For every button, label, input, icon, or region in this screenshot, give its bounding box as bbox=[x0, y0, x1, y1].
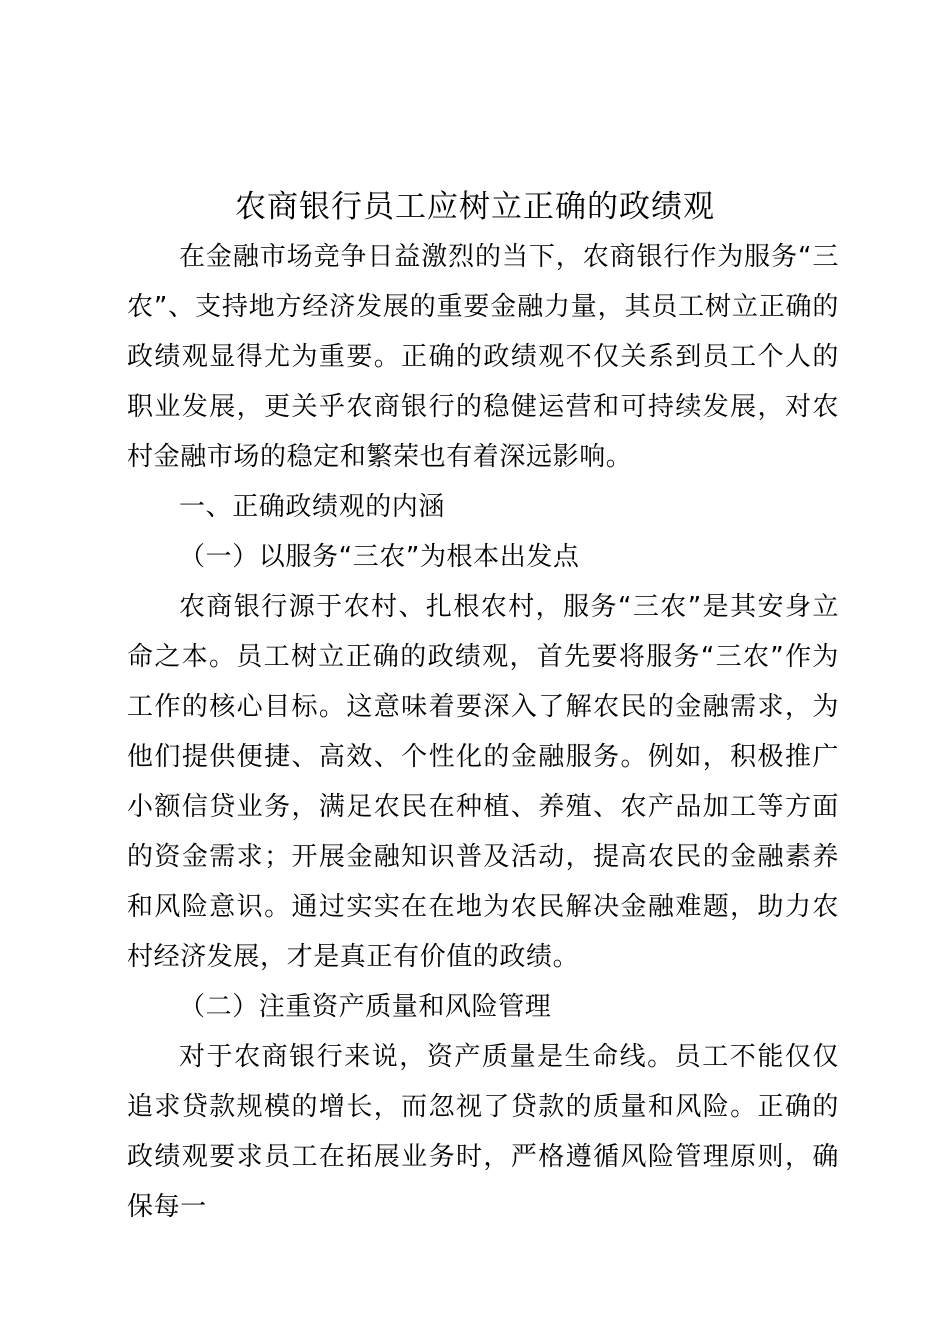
document-title: 农商银行员工应树立正确的政绩观 bbox=[235, 189, 715, 225]
intro-paragraph: 在金融市场竞争日益激烈的当下，农商银行作为服务“三农”、支持地方经济发展的重要金融力量，其员工树立正确的政绩观显得尤为重要。正确的政绩观不仅关系到员工个人的职业发展，更关乎农商银行的稳健运营和可持续发展，对农村金融市场的稳定和繁荣也有着深远影响。 bbox=[127, 242, 839, 472]
subsection-heading-2: （二）注重资产质量和风险管理 bbox=[179, 992, 552, 1022]
section-heading-1: 一、正确政绩观的内涵 bbox=[179, 492, 446, 522]
subsection-heading-1: （一）以服务“三农”为根本出发点 bbox=[179, 542, 580, 572]
document-body bbox=[127, 232, 839, 1232]
body-paragraph-1: 农商银行源于农村、扎根农村，服务“三农”是其安身立命之本。员工树立正确的政绩观，首先要将服务“三农”作为工作的核心目标。这意味着要深入了解农民的金融需求，为他们提供便捷、高效、个性化的金融服务。例如，积极推广小额信贷业务，满足农民在种植、养殖、农产品加工等方面的资金需求；开展金融知识普及活动，提高农民的金融素养和风险意识。通过实实在在地为农民解决金融难题，助力农村经济发展，才是真正有价值的政绩。 bbox=[127, 592, 839, 972]
body-paragraph-2: 对于农商银行来说，资产质量是生命线。员工不能仅仅追求贷款规模的增长，而忽视了贷款的质量和风险。正确的政绩观要求员工在拓展业务时，严格遵循风险管理原则，确保每一 bbox=[127, 1042, 839, 1222]
